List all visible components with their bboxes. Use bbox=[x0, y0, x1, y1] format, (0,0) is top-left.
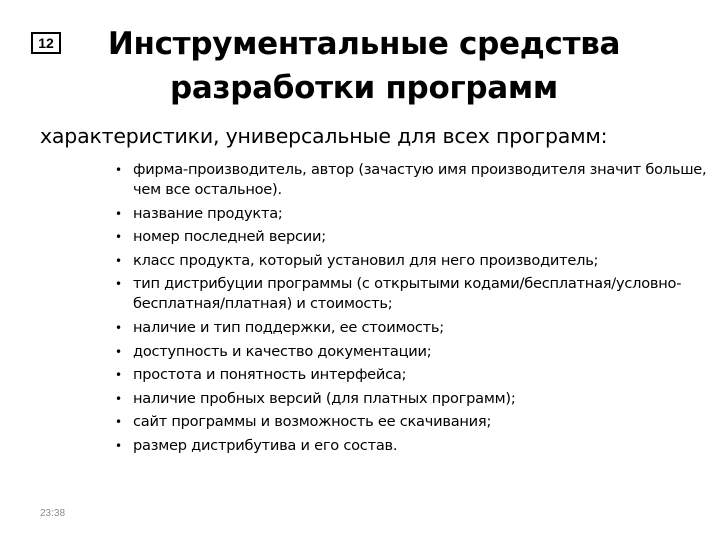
slide-title-line-1: Инструментальные средства bbox=[107, 26, 621, 62]
list-item bbox=[111, 251, 711, 271]
list-item bbox=[111, 318, 711, 338]
list-item-text: фирма-производитель, автор (зачастую имя производителя значит больше, чем все остальное). bbox=[133, 161, 707, 198]
characteristics-list bbox=[111, 160, 711, 460]
bullet-icon: • bbox=[115, 230, 122, 245]
list-item bbox=[111, 342, 711, 362]
bullet-icon: • bbox=[115, 344, 122, 359]
slide-title bbox=[88, 22, 640, 110]
list-item bbox=[111, 412, 711, 432]
list-item-text: доступность и качество документации; bbox=[133, 342, 432, 360]
list-item bbox=[111, 204, 711, 224]
slide-number-badge: 12 bbox=[31, 32, 61, 54]
list-item bbox=[111, 227, 711, 247]
list-item-text: класс продукта, который установил для него производитель; bbox=[133, 251, 599, 269]
list-item-text: название продукта; bbox=[133, 204, 283, 222]
list-item bbox=[111, 436, 711, 456]
list-item bbox=[111, 365, 711, 385]
bullet-icon: • bbox=[115, 391, 122, 406]
bullet-icon: • bbox=[115, 368, 122, 383]
bullet-icon: • bbox=[115, 438, 122, 453]
slide-title-line-2: разработки программ bbox=[170, 70, 558, 106]
bullet-icon: • bbox=[115, 163, 122, 177]
bullet-icon: • bbox=[115, 277, 122, 292]
list-item-text: наличие пробных версий (для платных программ); bbox=[133, 389, 516, 407]
bullet-icon: • bbox=[115, 253, 122, 268]
slide-timestamp: 23:38 bbox=[40, 508, 66, 519]
list-item-text: наличие и тип поддержки, ее стоимость; bbox=[133, 318, 444, 336]
list-item-text: тип дистрибуции программы (с открытыми кодами/бесплатная/условно-бесплатная/платная) и стоимость; bbox=[133, 275, 682, 313]
list-item-text: сайт программы и возможность ее скачивания; bbox=[133, 413, 492, 431]
bullet-icon: • bbox=[115, 206, 122, 221]
list-item-text: простота и понятность интерфейса; bbox=[133, 366, 407, 384]
list-item-text: номер последней версии; bbox=[133, 228, 326, 246]
list-item bbox=[111, 160, 711, 200]
list-item bbox=[111, 389, 711, 409]
bullet-icon: • bbox=[115, 415, 122, 430]
slide-subtitle: характеристики, универсальные для всех программ: bbox=[40, 124, 608, 148]
list-item bbox=[111, 274, 711, 314]
bullet-icon: • bbox=[115, 320, 122, 335]
list-item-text: размер дистрибутива и его состав. bbox=[133, 436, 398, 454]
